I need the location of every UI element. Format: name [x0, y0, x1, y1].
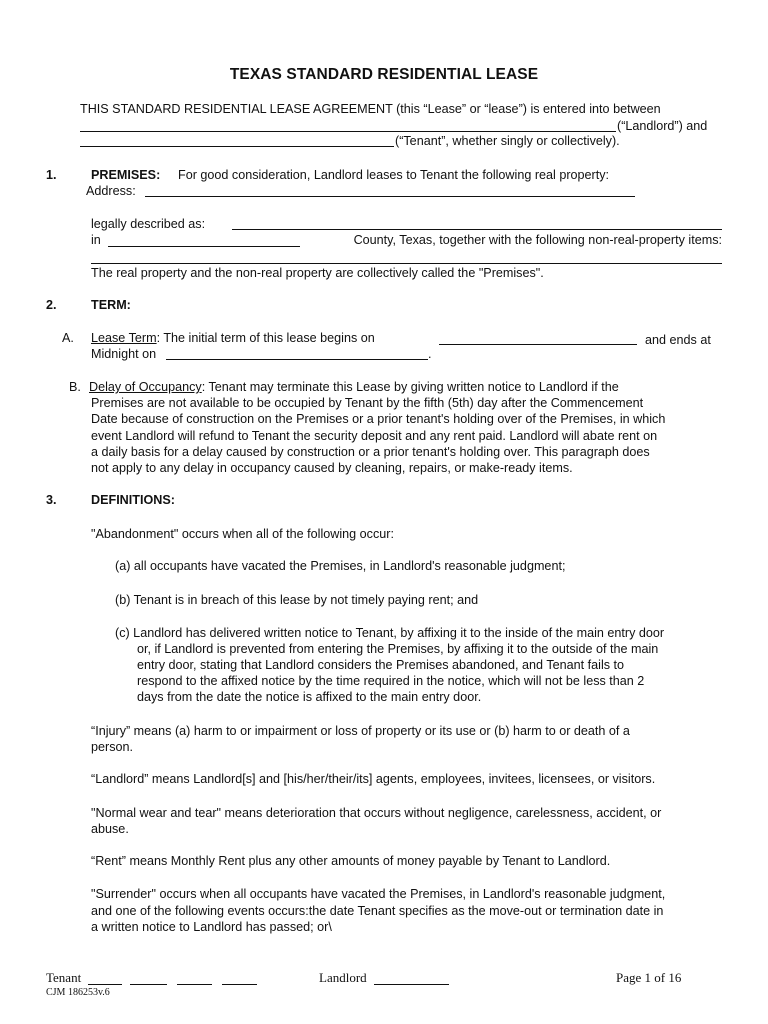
- definition-item: (c) Landlord has delivered written notice to Tenant, by affixing it to the inside of the main entry door: [115, 626, 665, 640]
- delay-clause-line: Date because of construction on the Premises or a prior tenant's holding over of the Premises, in which: [91, 412, 666, 426]
- section-heading: TERM:: [91, 298, 131, 312]
- tenant-label: (“Tenant”, whether singly or collectively).: [395, 134, 620, 148]
- legal-description-label: legally described as:: [91, 217, 206, 231]
- definition-rent: “Rent” means Monthly Rent plus any other amounts of money payable by Tenant to Landlord.: [91, 854, 611, 868]
- definition-wear: abuse.: [91, 822, 129, 836]
- premises-collective: The real property and the non-real property are collectively called the "Premises".: [91, 266, 544, 280]
- landlord-name-blank[interactable]: [80, 131, 616, 132]
- definition-item: entry door, stating that Landlord considers the Premises abandoned, and Tenant fails to: [137, 658, 625, 672]
- premises-text: For good consideration, Landlord leases to Tenant the following real property:: [178, 168, 610, 182]
- county-text: County, Texas, together with the following non-real-property items:: [353, 233, 722, 247]
- non-real-property-blank[interactable]: [91, 263, 722, 264]
- delay-clause-line: event Landlord will refund to Tenant the security deposit and any rent paid. Landlord will abate rent on: [91, 429, 658, 443]
- delay-clause-line: not apply to any delay in occupancy caused by cleaning, repairs, or make-ready items.: [91, 461, 573, 475]
- tenant-name-blank[interactable]: [80, 146, 394, 147]
- section-number: 1.: [46, 168, 57, 182]
- tenant-initial-blank[interactable]: [177, 984, 212, 985]
- period: .: [428, 347, 432, 361]
- definition-surrender: a written notice to Landlord has passed; or\: [91, 920, 332, 934]
- section-number: 2.: [46, 298, 57, 312]
- lease-term-clause: [91, 330, 375, 346]
- county-blank[interactable]: [108, 246, 300, 247]
- address-label: Address:: [86, 184, 136, 198]
- legal-description-blank[interactable]: [232, 229, 722, 230]
- intro-line: THIS STANDARD RESIDENTIAL LEASE AGREEMENT (this “Lease” or “lease”) is entered into between: [80, 102, 661, 116]
- tenant-initial-blank[interactable]: [88, 984, 122, 985]
- definition-injury: “Injury” means (a) harm to or impairment or loss of property or its use or (b) harm to or death of a: [91, 724, 630, 738]
- footer-landlord-label: Landlord: [319, 970, 367, 985]
- delay-title: Delay of Occupancy: [89, 380, 202, 394]
- lease-begin-date-blank[interactable]: [439, 344, 637, 345]
- item-letter: A.: [62, 331, 74, 345]
- lease-term-title: Lease Term: [91, 331, 157, 345]
- lease-term-text: : The initial term of this lease begins on: [156, 331, 375, 345]
- footer-tenant-label: Tenant: [46, 970, 82, 985]
- tenant-initial-blank[interactable]: [130, 984, 167, 985]
- page-number: Page 1 of 16: [616, 970, 682, 985]
- landlord-initial-blank[interactable]: [374, 984, 449, 985]
- landlord-label: (“Landlord”) and: [617, 119, 708, 133]
- document-id: CJM 186253v.6: [46, 987, 110, 998]
- lease-ends-label: and ends at: [645, 333, 711, 347]
- section-heading: PREMISES:: [91, 168, 161, 182]
- item-letter: B.: [69, 380, 81, 394]
- definition-item: days from the date the notice is affixed to the main entry door.: [137, 690, 482, 704]
- definition-item: (a) all occupants have vacated the Premises, in Landlord's reasonable judgment;: [115, 559, 566, 573]
- lease-end-date-blank[interactable]: [166, 359, 428, 360]
- document-title: TEXAS STANDARD RESIDENTIAL LEASE: [229, 66, 539, 83]
- in-label: in: [91, 233, 101, 247]
- definition-item: (b) Tenant is in breach of this lease by not timely paying rent; and: [115, 593, 479, 607]
- section-heading: DEFINITIONS:: [91, 493, 175, 507]
- delay-clause-line: Delay of Occupancy: Tenant may terminate this Lease by giving written notice to Landlord if the: [89, 380, 619, 394]
- definition-item: respond to the affixed notice by the time required in the notice, which will not be less than 2: [137, 674, 645, 688]
- definition-surrender: and one of the following events occurs:the date Tenant specifies as the move-out or termination date in: [91, 904, 664, 918]
- section-number: 3.: [46, 493, 57, 507]
- definition-surrender: "Surrender" occurs when all occupants have vacated the Premises, in Landlord's reasonable judgment,: [91, 887, 666, 901]
- delay-clause-line: Premises are not available to be occupied by Tenant by the fifth (5th) day after the Commencement: [91, 396, 644, 410]
- tenant-initial-blank[interactable]: [222, 984, 257, 985]
- midnight-label: Midnight on: [91, 347, 157, 361]
- definition-injury: person.: [91, 740, 134, 754]
- definition-item: or, if Landlord is prevented from entering the Premises, by affixing it to the outside of the main: [137, 642, 659, 656]
- definition-wear: "Normal wear and tear" means deterioration that occurs without negligence, carelessness, accident, or: [91, 806, 662, 820]
- definition-landlord: “Landlord” means Landlord[s] and [his/her/their/its] agents, employees, invitees, licensees, or visitors.: [91, 772, 656, 786]
- definition-abandonment: "Abandonment" occurs when all of the following occur:: [91, 527, 394, 541]
- address-blank[interactable]: [145, 196, 635, 197]
- delay-clause-line: a daily basis for a delay caused by construction or a prior tenant's holding over. This paragraph does: [91, 445, 650, 459]
